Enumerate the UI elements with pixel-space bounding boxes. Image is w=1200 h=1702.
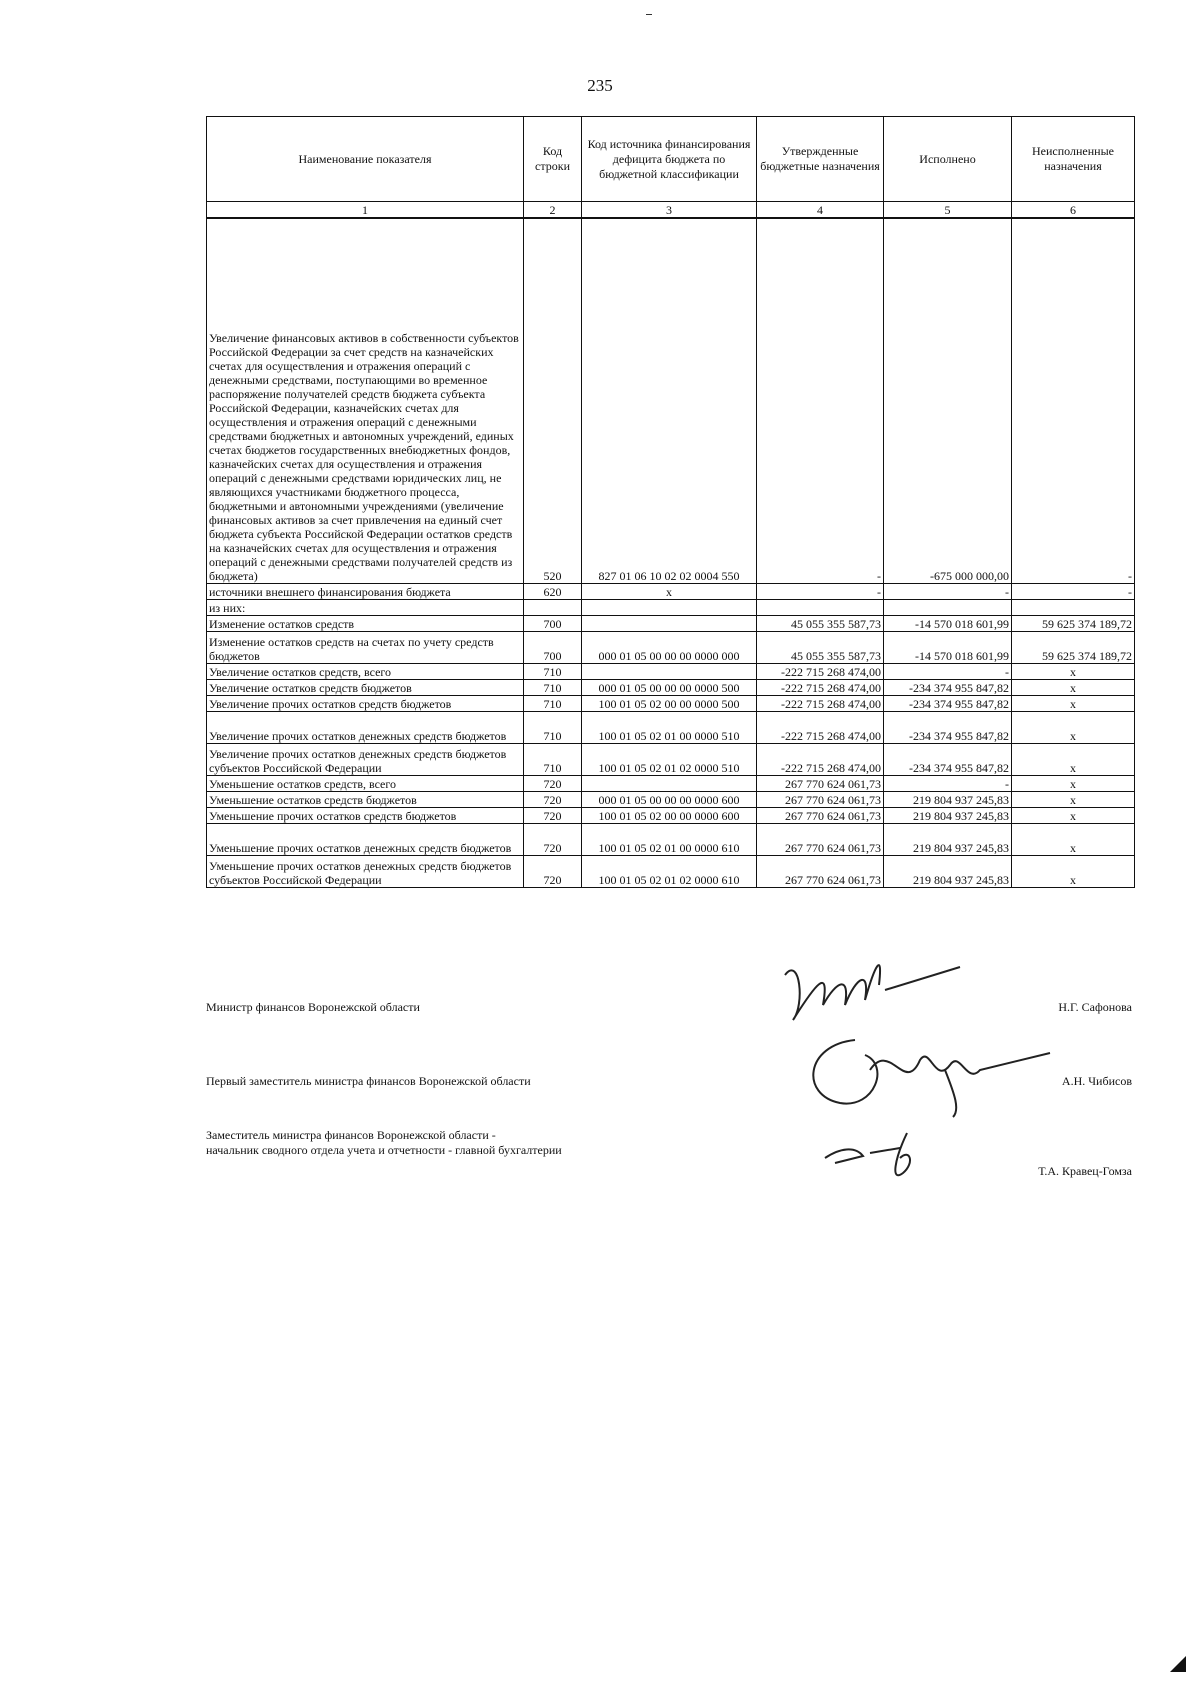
scan-corner-mark xyxy=(1170,1656,1186,1672)
row-source: 000 01 05 00 00 00 0000 500 xyxy=(582,680,757,696)
row-code: 720 xyxy=(524,808,582,824)
row-source xyxy=(582,600,757,616)
row-unexecuted: x xyxy=(1012,744,1135,776)
row-name: Уменьшение прочих остатков денежных средств бюджетов субъектов Российской Федерации xyxy=(207,856,524,888)
first-deputy-name: А.Н. Чибисов xyxy=(1061,1074,1132,1088)
row-approved: -222 715 268 474,00 xyxy=(757,696,884,712)
row-executed: 219 804 937 245,83 xyxy=(884,824,1012,856)
minister-signature xyxy=(775,945,975,1035)
row-code: 620 xyxy=(524,584,582,600)
row-approved: 45 055 355 587,73 xyxy=(757,632,884,664)
row-approved: 267 770 624 061,73 xyxy=(757,792,884,808)
column-number: 5 xyxy=(884,202,1012,219)
row-executed: - xyxy=(884,584,1012,600)
table-row xyxy=(207,776,1135,792)
row-approved: 267 770 624 061,73 xyxy=(757,856,884,888)
table-row xyxy=(207,808,1135,824)
table-row xyxy=(207,696,1135,712)
row-executed: - xyxy=(884,664,1012,680)
row-unexecuted: x xyxy=(1012,856,1135,888)
table-row xyxy=(207,616,1135,632)
deputy-title xyxy=(206,1128,562,1158)
first-deputy-title: Первый заместитель министра финансов Воронежской области xyxy=(206,1074,531,1088)
row-code: 520 xyxy=(524,218,582,584)
row-executed: - xyxy=(884,776,1012,792)
row-approved: - xyxy=(757,584,884,600)
row-name: из них: xyxy=(207,600,524,616)
row-executed: 219 804 937 245,83 xyxy=(884,792,1012,808)
row-source xyxy=(582,664,757,680)
row-unexecuted: x xyxy=(1012,776,1135,792)
row-source: 100 01 05 02 01 00 0000 610 xyxy=(582,824,757,856)
row-unexecuted: 59 625 374 189,72 xyxy=(1012,616,1135,632)
row-name: источники внешнего финансирования бюджета xyxy=(207,584,524,600)
row-code: 710 xyxy=(524,744,582,776)
row-executed: 219 804 937 245,83 xyxy=(884,808,1012,824)
row-executed: -234 374 955 847,82 xyxy=(884,744,1012,776)
table-row xyxy=(207,824,1135,856)
row-name: Увеличение прочих остатков денежных средств бюджетов xyxy=(207,712,524,744)
row-unexecuted: x xyxy=(1012,792,1135,808)
row-executed: 219 804 937 245,83 xyxy=(884,856,1012,888)
row-source xyxy=(582,616,757,632)
row-executed: -234 374 955 847,82 xyxy=(884,696,1012,712)
row-executed: -234 374 955 847,82 xyxy=(884,680,1012,696)
row-name: Увеличение остатков средств, всего xyxy=(207,664,524,680)
row-approved: - xyxy=(757,218,884,584)
deputy-title-line2: начальник сводного отдела учета и отчетности - главной бухгалтерии xyxy=(206,1143,562,1157)
row-name: Уменьшение остатков средств, всего xyxy=(207,776,524,792)
row-executed: -675 000 000,00 xyxy=(884,218,1012,584)
row-code xyxy=(524,600,582,616)
row-unexecuted: x xyxy=(1012,808,1135,824)
table-row xyxy=(207,856,1135,888)
header-source-code: Код источника финансирования дефицита бюджета по бюджетной классификации xyxy=(582,117,757,202)
row-name: Увеличение финансовых активов в собственности субъектов Российской Федерации за счет средств на казначейских счетах для осуществления и отражения операций с денежными средствами, поступающими во временное распоряжение получателей средств бюджета субъекта Российской Федерации, казначейских счетах для осуществления и отражения операций с денежными средствами бюджетных и автономных учреждений, единых счетах бюджетов государственных внебюджетных фондов, казначейских счетах для осуществления и отражения операций с денежными средствами юридических лиц, не являющихся участниками бюджетного процесса, бюджетными и автономными учреждениями (увеличение финансовых активов за счет привлечения на единый счет бюджета субъекта Российской Федерации остатков средств на казначейских счетах для осуществления и отражения операций с денежными средствами получателей средств из бюджета) xyxy=(207,218,524,584)
header-indicator-name: Наименование показателя xyxy=(207,117,524,202)
row-name: Увеличение остатков средств бюджетов xyxy=(207,680,524,696)
row-unexecuted: x xyxy=(1012,824,1135,856)
row-name: Увеличение прочих остатков денежных средств бюджетов субъектов Российской Федерации xyxy=(207,744,524,776)
row-executed: -14 570 018 601,99 xyxy=(884,616,1012,632)
row-executed xyxy=(884,600,1012,616)
row-executed: -14 570 018 601,99 xyxy=(884,632,1012,664)
row-approved: -222 715 268 474,00 xyxy=(757,680,884,696)
row-code: 710 xyxy=(524,664,582,680)
row-approved: 267 770 624 061,73 xyxy=(757,808,884,824)
deputy-title-line1: Заместитель министра финансов Воронежской области - xyxy=(206,1128,496,1142)
row-name: Изменение остатков средств xyxy=(207,616,524,632)
row-approved: 45 055 355 587,73 xyxy=(757,616,884,632)
row-source: 100 01 05 02 01 02 0000 610 xyxy=(582,856,757,888)
header-line-code: Код строки xyxy=(524,117,582,202)
column-number: 2 xyxy=(524,202,582,219)
row-name: Уменьшение прочих остатков денежных средств бюджетов xyxy=(207,824,524,856)
row-source xyxy=(582,776,757,792)
table-row xyxy=(207,680,1135,696)
row-approved: -222 715 268 474,00 xyxy=(757,744,884,776)
minister-title: Министр финансов Воронежской области xyxy=(206,1000,420,1014)
table-row xyxy=(207,632,1135,664)
row-code: 700 xyxy=(524,616,582,632)
row-code: 710 xyxy=(524,680,582,696)
row-name: Уменьшение остатков средств бюджетов xyxy=(207,792,524,808)
row-approved xyxy=(757,600,884,616)
row-source: 100 01 05 02 01 02 0000 510 xyxy=(582,744,757,776)
row-approved: 267 770 624 061,73 xyxy=(757,776,884,792)
row-code: 720 xyxy=(524,792,582,808)
row-code: 720 xyxy=(524,776,582,792)
header-executed: Исполнено xyxy=(884,117,1012,202)
row-source: 000 01 05 00 00 00 0000 600 xyxy=(582,792,757,808)
row-executed: -234 374 955 847,82 xyxy=(884,712,1012,744)
row-code: 710 xyxy=(524,712,582,744)
row-name: Изменение остатков средств на счетах по учету средств бюджетов xyxy=(207,632,524,664)
table-row xyxy=(207,218,1135,584)
row-unexecuted: x xyxy=(1012,696,1135,712)
row-unexecuted: - xyxy=(1012,584,1135,600)
table-row xyxy=(207,584,1135,600)
row-source: x xyxy=(582,584,757,600)
financing-sources-table xyxy=(206,116,1135,888)
row-unexecuted: x xyxy=(1012,664,1135,680)
row-code: 720 xyxy=(524,824,582,856)
row-approved: -222 715 268 474,00 xyxy=(757,664,884,680)
column-number: 4 xyxy=(757,202,884,219)
row-unexecuted xyxy=(1012,600,1135,616)
table-row xyxy=(207,664,1135,680)
minister-name: Н.Г. Сафонова xyxy=(1058,1000,1132,1014)
page-number: 235 xyxy=(587,76,613,95)
deputy-name: Т.А. Кравец-Гомза xyxy=(1038,1164,1132,1178)
column-number: 6 xyxy=(1012,202,1135,219)
header-unexecuted: Неисполненные назначения xyxy=(1012,117,1135,202)
row-unexecuted: x xyxy=(1012,712,1135,744)
column-number: 3 xyxy=(582,202,757,219)
row-source: 827 01 06 10 02 02 0004 550 xyxy=(582,218,757,584)
table-row xyxy=(207,712,1135,744)
row-source: 100 01 05 02 00 00 0000 500 xyxy=(582,696,757,712)
row-unexecuted: x xyxy=(1012,680,1135,696)
deputy-signature xyxy=(815,1118,945,1188)
header-approved: Утвержденные бюджетные назначения xyxy=(757,117,884,202)
row-approved: -222 715 268 474,00 xyxy=(757,712,884,744)
row-source: 100 01 05 02 01 00 0000 510 xyxy=(582,712,757,744)
row-unexecuted: 59 625 374 189,72 xyxy=(1012,632,1135,664)
row-source: 100 01 05 02 00 00 0000 600 xyxy=(582,808,757,824)
row-code: 700 xyxy=(524,632,582,664)
row-source: 000 01 05 00 00 00 0000 000 xyxy=(582,632,757,664)
row-approved: 267 770 624 061,73 xyxy=(757,824,884,856)
scan-mark xyxy=(646,14,652,15)
first-deputy-signature xyxy=(795,1025,1060,1120)
row-code: 710 xyxy=(524,696,582,712)
table-row xyxy=(207,744,1135,776)
row-code: 720 xyxy=(524,856,582,888)
row-unexecuted: - xyxy=(1012,218,1135,584)
table-row xyxy=(207,600,1135,616)
table-row xyxy=(207,792,1135,808)
row-name: Увеличение прочих остатков средств бюджетов xyxy=(207,696,524,712)
column-number: 1 xyxy=(207,202,524,219)
row-name: Уменьшение прочих остатков средств бюджетов xyxy=(207,808,524,824)
